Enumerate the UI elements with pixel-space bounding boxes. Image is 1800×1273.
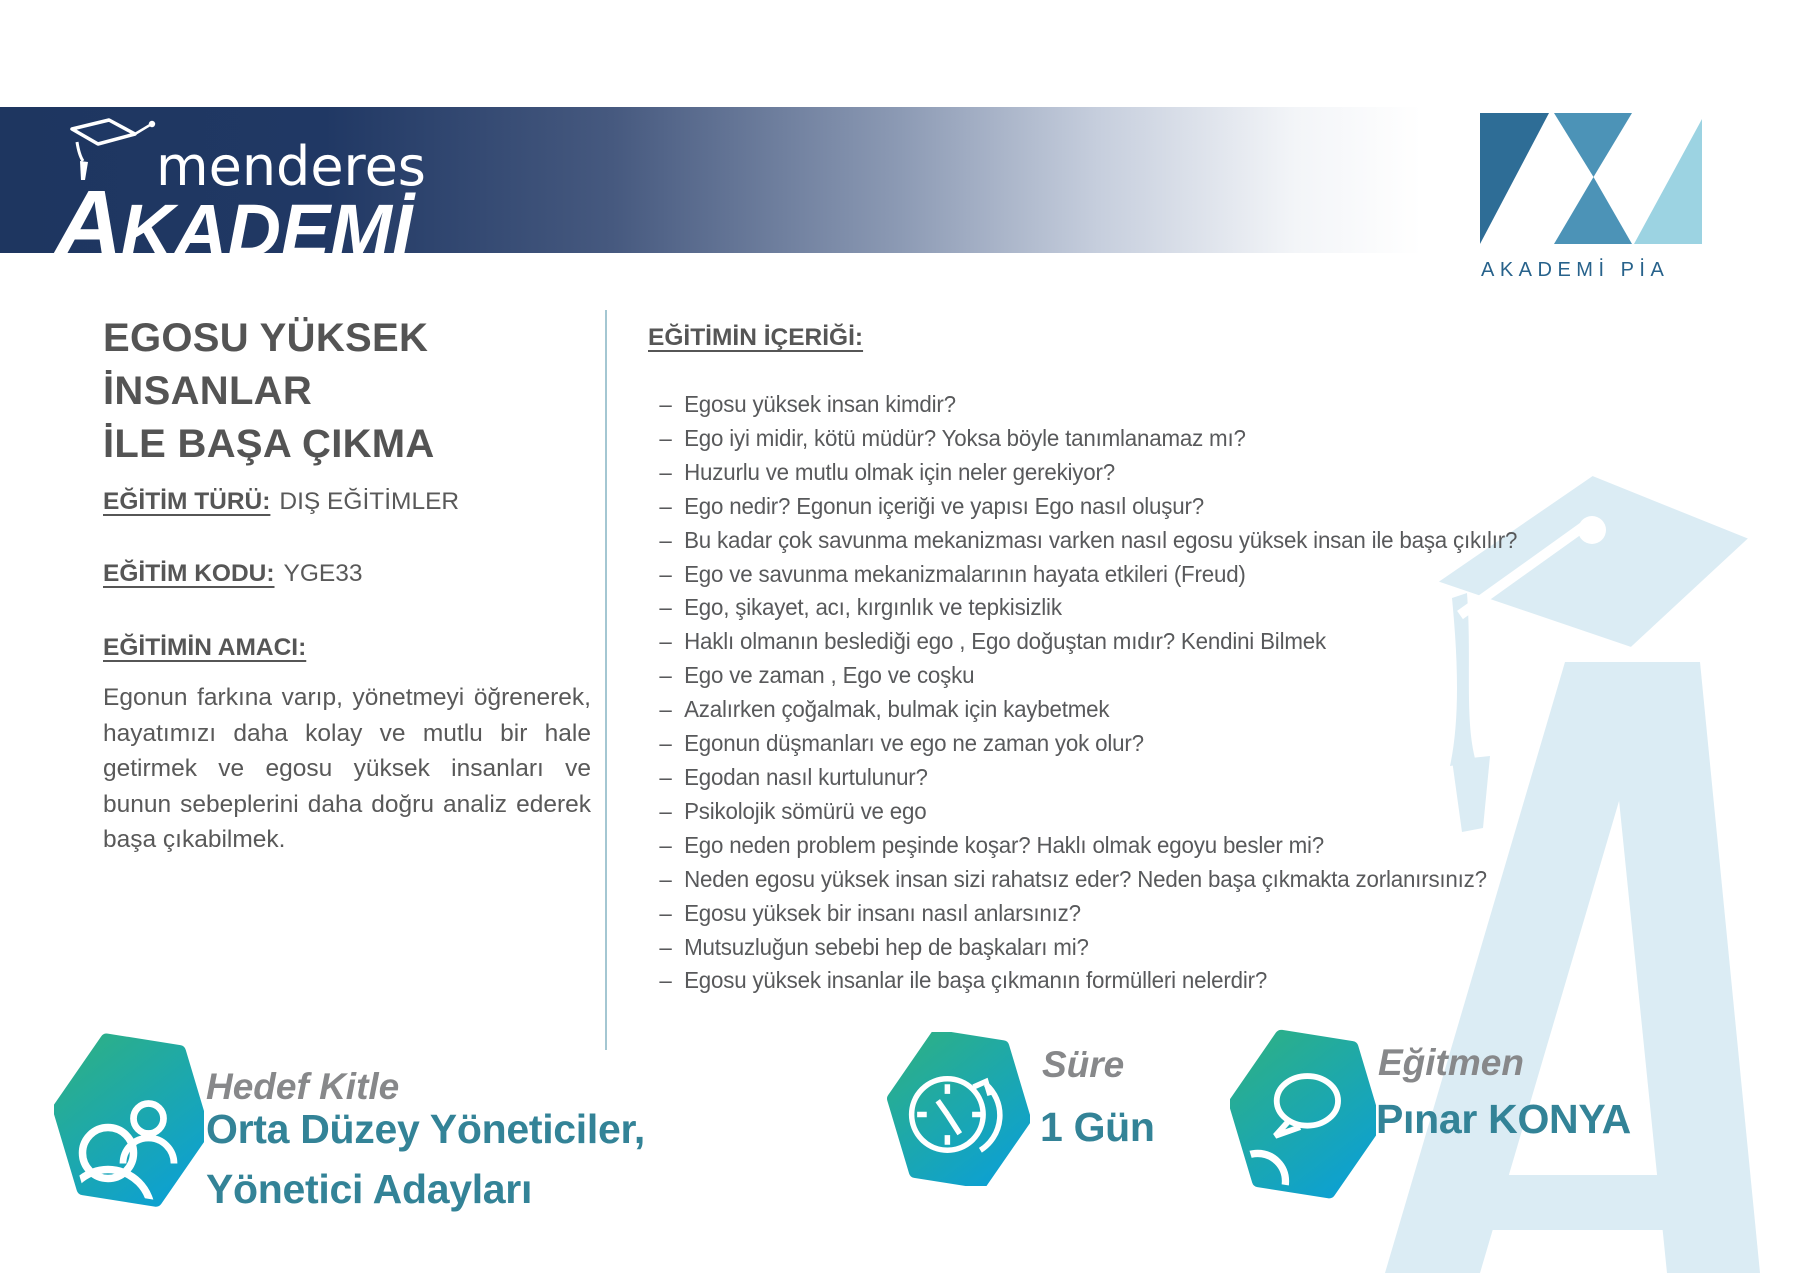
content-item xyxy=(648,897,1517,931)
bullet-dash: – xyxy=(659,526,672,553)
brand-word-akademi: AKADEMİ xyxy=(54,171,413,270)
bullet-dash: – xyxy=(659,899,672,926)
content-item-text: Psikolojik sömürü ve ego xyxy=(684,797,927,824)
field-value: DIŞ EĞİTİMLER xyxy=(279,488,460,515)
bullet-dash: – xyxy=(659,763,672,790)
content-item-text: Ego neden problem peşinde koşar? Haklı olmak egoyu besler mi? xyxy=(684,831,1325,858)
field-label: EĞİTİM KODU: xyxy=(103,560,275,587)
trainer-label: Eğitmen xyxy=(1378,1042,1524,1083)
field-value: YGE33 xyxy=(283,560,363,587)
content-item-text: Mutsuzluğun sebebi hep de başkaları mi? xyxy=(684,933,1089,960)
pia-triangles-icon xyxy=(1480,113,1702,244)
course-title xyxy=(103,312,643,471)
duration-label: Süre xyxy=(1042,1044,1125,1085)
content-item xyxy=(648,659,1517,693)
bullet-dash: – xyxy=(659,797,672,824)
content-item xyxy=(648,727,1517,761)
content-item-text: Egonun düşmanları ve ego ne zaman yok olur? xyxy=(684,730,1144,757)
pia-caption: AKADEMİ PİA xyxy=(1481,259,1670,281)
akademi-pia-logo xyxy=(1478,110,1708,290)
target-audience-value-line2: Yönetici Adayları xyxy=(206,1166,533,1212)
bullet-dash: – xyxy=(659,424,672,451)
content-item-text: Egosu yüksek insan kimdir? xyxy=(684,391,956,417)
content-item xyxy=(648,591,1517,625)
bullet-dash: – xyxy=(659,696,672,723)
content-item xyxy=(648,863,1517,897)
content-heading: EĞİTİMİN İÇERİĞİ: xyxy=(648,324,864,351)
content-item xyxy=(648,693,1517,727)
content-item-text: Ego ve savunma mekanizmalarının hayata etkileri (Freud) xyxy=(684,560,1246,587)
duration-value: 1 Gün xyxy=(1040,1104,1155,1150)
content-item xyxy=(648,625,1517,659)
target-audience-label: Hedef Kitle xyxy=(206,1066,400,1107)
bullet-dash: – xyxy=(659,730,672,757)
trainer-value: Pınar KONYA xyxy=(1376,1096,1631,1142)
course-title-line2: İLE BAŞA ÇIKMA xyxy=(103,422,435,466)
content-item-text: Egosu yüksek insanlar ile başa çıkmanın formülleri nelerdir? xyxy=(684,967,1268,994)
content-item xyxy=(648,964,1517,998)
content-item-text: Egosu yüksek bir insanı nasıl anlarsınız? xyxy=(684,899,1081,926)
content-item xyxy=(648,490,1517,524)
bullet-dash: – xyxy=(659,628,672,655)
content-item xyxy=(648,524,1517,558)
bullet-dash: – xyxy=(659,492,672,519)
course-title-line1: EGOSU YÜKSEK İNSANLAR xyxy=(103,316,429,413)
content-item xyxy=(648,829,1517,863)
content-item-text: Neden egosu yüksek insan sizi rahatsız eder? Neden başa çıkmakta zorlanırsınız? xyxy=(684,865,1487,892)
bullet-dash: – xyxy=(659,933,672,960)
content-item xyxy=(648,422,1517,456)
target-audience-hexagon xyxy=(54,1032,204,1208)
content-item xyxy=(648,388,1517,422)
bullet-dash: – xyxy=(659,594,672,621)
content-item xyxy=(648,795,1517,829)
field-row-egitim-turu xyxy=(103,488,459,516)
purpose-heading: EĞİTİMİN AMACI: xyxy=(103,634,307,661)
content-item-text: Bu kadar çok savunma mekanizması varken nasıl egosu yüksek insan ile başa çıkılır? xyxy=(684,526,1518,553)
purpose-text: Egonun farkına varıp, yönetmeyi öğrenerek, hayatımızı daha kolay ve mutlu bir hale getirmek ve egosu yüksek insanları ve bunun sebeplerini daha doğru analiz ederek başa çıkabilmek. xyxy=(103,684,591,853)
content-item xyxy=(648,761,1517,795)
bullet-dash: – xyxy=(659,967,672,994)
field-label: EĞİTİM TÜRÜ: xyxy=(103,488,271,515)
bullet-dash: – xyxy=(659,831,672,858)
content-item-text: Azalırken çoğalmak, bulmak için kaybetmek xyxy=(684,696,1110,723)
target-audience-value-line1: Orta Düzey Yöneticiler, xyxy=(206,1106,645,1152)
content-list xyxy=(648,388,1563,998)
content-item-text: Ego iyi midir, kötü müdür? Yoksa böyle tanımlanamaz mı? xyxy=(684,424,1246,451)
brand-word-menderes: menderes xyxy=(156,135,426,198)
bullet-dash: – xyxy=(659,662,672,689)
trainer-hexagon xyxy=(1230,1028,1376,1200)
content-item-text: Ego nedir? Egonun içeriği ve yapısı Ego nasıl oluşur? xyxy=(684,492,1204,519)
content-item xyxy=(648,931,1517,965)
content-item xyxy=(648,558,1517,592)
menderes-akademi-logo xyxy=(52,110,452,270)
content-item-text: Haklı olmanın beslediği ego , Ego doğuştan mıdır? Kendini Bilmek xyxy=(684,628,1326,655)
content-item-text: Ego, şikayet, acı, kırgınlık ve tepkisizlik xyxy=(684,594,1062,621)
bullet-dash: – xyxy=(659,865,672,892)
content-item-text: Ego ve zaman , Ego ve coşku xyxy=(684,662,975,689)
content-item xyxy=(648,456,1517,490)
bullet-dash: – xyxy=(659,458,672,485)
bullet-dash: – xyxy=(659,560,672,587)
field-row-egitim-kodu xyxy=(103,560,363,588)
bullet-dash: – xyxy=(659,391,672,417)
content-item-text: Huzurlu ve mutlu olmak için neler gerekiyor? xyxy=(684,458,1115,485)
duration-hexagon xyxy=(884,1032,1030,1186)
content-item-text: Egodan nasıl kurtulunur? xyxy=(684,763,928,790)
